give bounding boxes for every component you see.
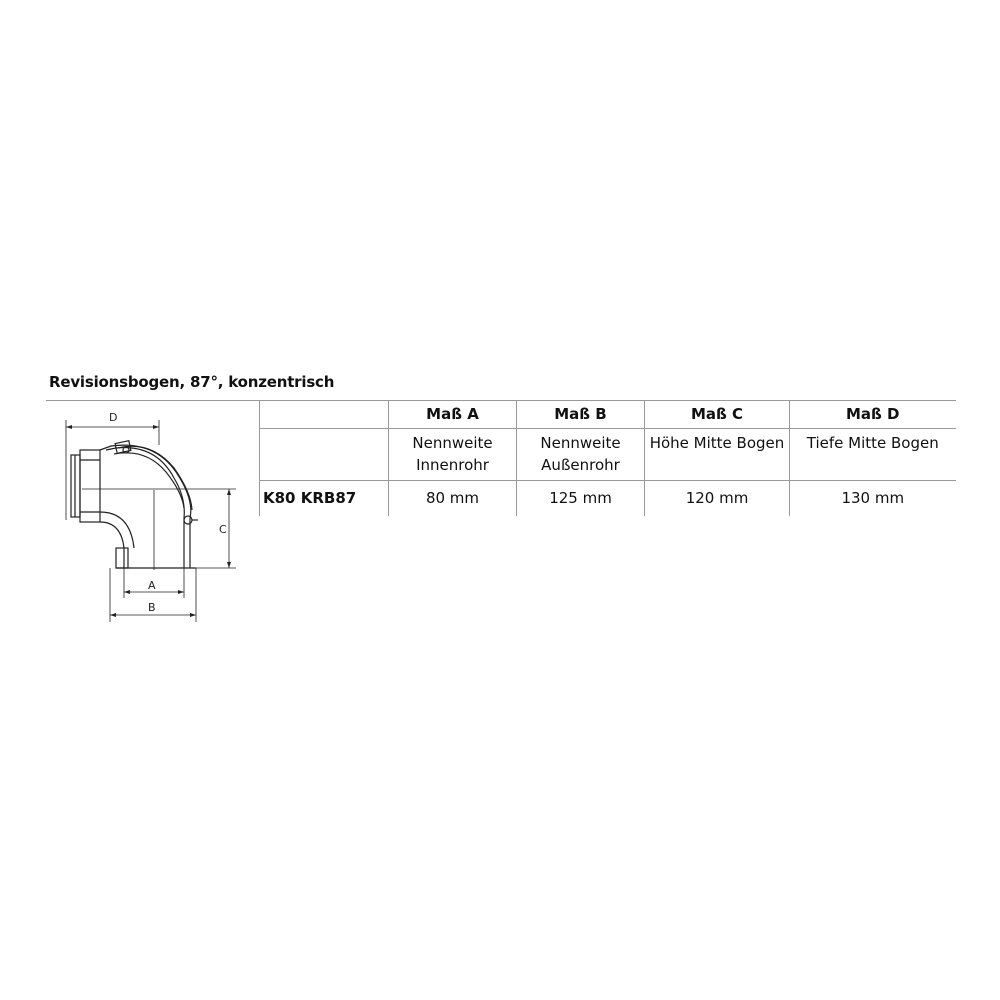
value-cell-mass-c: 120 mm [645, 480, 790, 516]
table-header-row [260, 400, 956, 428]
description-cell-model [260, 428, 389, 480]
description-cell-mass-d: Tiefe Mitte Bogen [790, 428, 956, 480]
header-cell-mass-c: Maß C [645, 400, 790, 428]
description-cell-mass-c: Höhe Mitte Bogen [645, 428, 790, 480]
value-cell-mass-b: 125 mm [517, 480, 645, 516]
header-cell-mass-b: Maß B [517, 400, 645, 428]
header-cell-mass-a: Maß A [389, 400, 517, 428]
dimension-table [259, 400, 956, 516]
page-title: Revisionsbogen, 87°, konzentrisch [49, 373, 335, 391]
model-cell: K80 KRB87 [260, 480, 389, 516]
elbow-technical-drawing [46, 400, 260, 630]
table-description-row [260, 428, 956, 480]
header-cell-mass-d: Maß D [790, 400, 956, 428]
dimension-label-a: A [148, 579, 156, 592]
value-cell-mass-a: 80 mm [389, 480, 517, 516]
value-cell-mass-d: 130 mm [790, 480, 956, 516]
dimension-label-b: B [148, 601, 156, 614]
header-cell-model [260, 400, 389, 428]
dimension-label-c: C [219, 523, 227, 536]
dimension-label-d: D [109, 411, 118, 424]
description-cell-mass-a: Nennweite Innenrohr [389, 428, 517, 480]
table-row [260, 480, 956, 516]
description-cell-mass-b: Nennweite Außenrohr [517, 428, 645, 480]
